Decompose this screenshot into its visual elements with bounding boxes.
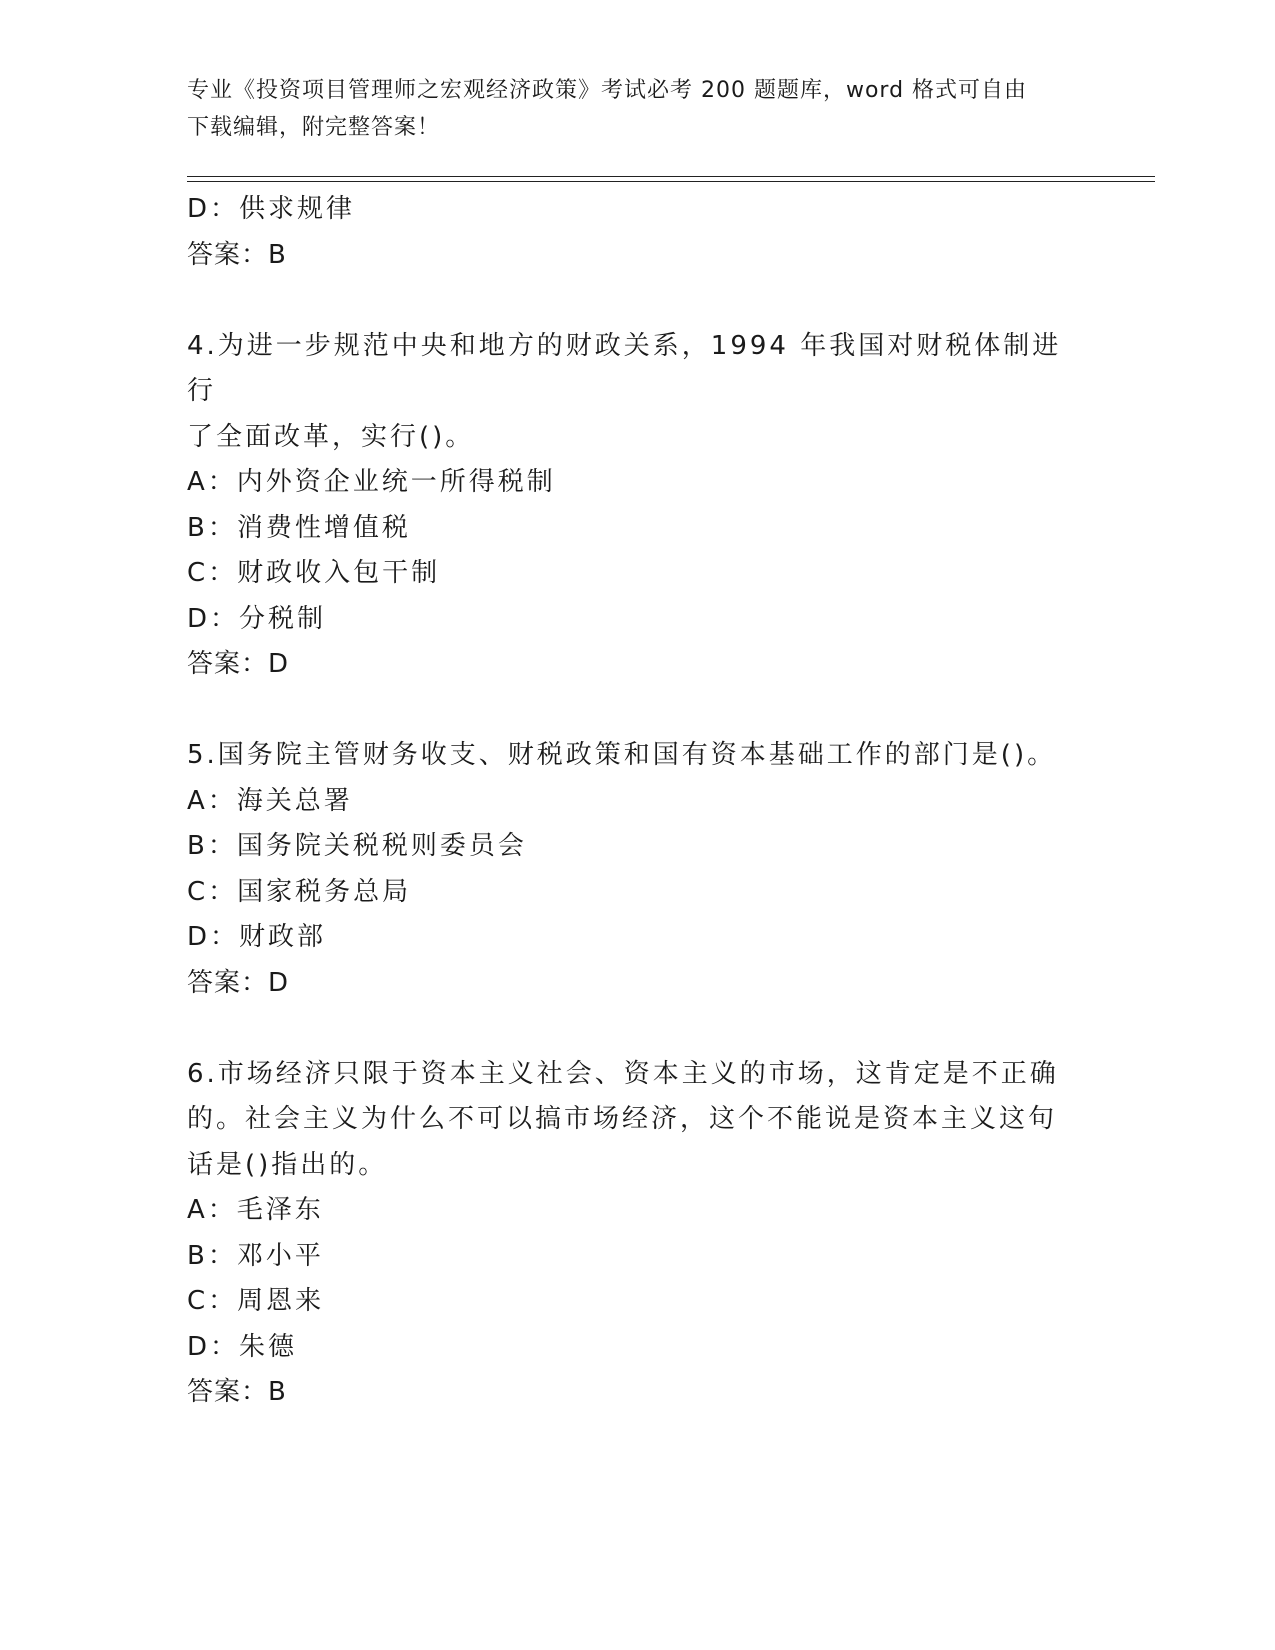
question-stem-line: 4.为进一步规范中央和地方的财政关系，1994 年我国对财税体制进行 <box>187 330 1062 406</box>
answer: 答案：D <box>187 649 290 679</box>
option-a: A：毛泽东 <box>187 1195 324 1225</box>
spacer <box>187 1006 1067 1052</box>
option-b: B：消费性增值税 <box>187 512 411 543</box>
header-line-2: 下载编辑，附完整答案！ <box>187 115 441 140</box>
answer: 答案：B <box>187 1377 287 1407</box>
answer: 答案：B <box>187 239 287 270</box>
answer: 答案：D <box>187 967 290 998</box>
header-line-1: 专业《投资项目管理师之宏观经济政策》考试必考 200 题题库，word 格式可自由 <box>187 78 1028 103</box>
header-rule-top <box>187 176 1155 177</box>
option-c: C：周恩来 <box>187 1286 325 1316</box>
option-d: D：供求规律 <box>187 194 356 224</box>
question-3-tail <box>187 187 1067 278</box>
question-stem-line: 6.市场经济只限于资本主义社会、资本主义的市场，这肯定是不正确 <box>187 1058 1059 1089</box>
question-5 <box>187 733 1067 1006</box>
option-a: A：内外资企业统一所得税制 <box>187 467 556 497</box>
header-rule-bottom <box>187 181 1155 182</box>
option-b: B：邓小平 <box>187 1240 324 1271</box>
option-c: C：财政收入包干制 <box>187 558 441 588</box>
document-header <box>187 72 1067 146</box>
document-body <box>187 187 1067 1416</box>
spacer <box>187 688 1067 734</box>
spacer <box>187 278 1067 324</box>
question-4 <box>187 324 1067 688</box>
option-c: C：国家税务总局 <box>187 876 412 907</box>
option-d: D：分税制 <box>187 603 327 634</box>
option-d: D：朱德 <box>187 1331 298 1362</box>
option-a: A：海关总署 <box>187 785 353 816</box>
question-stem-line: 了全面改革，实行()。 <box>187 421 475 452</box>
option-b: B：国务院关税税则委员会 <box>187 831 527 861</box>
question-stem-line: 5.国务院主管财务收支、财税政策和国有资本基础工作的部门是()。 <box>187 740 1057 770</box>
option-d: D：财政部 <box>187 922 327 952</box>
question-stem-line: 的。社会主义为什么不可以搞市场经济，这个不能说是资本主义这句 <box>187 1104 1058 1134</box>
question-stem-line: 话是()指出的。 <box>187 1149 388 1180</box>
question-6 <box>187 1052 1067 1416</box>
